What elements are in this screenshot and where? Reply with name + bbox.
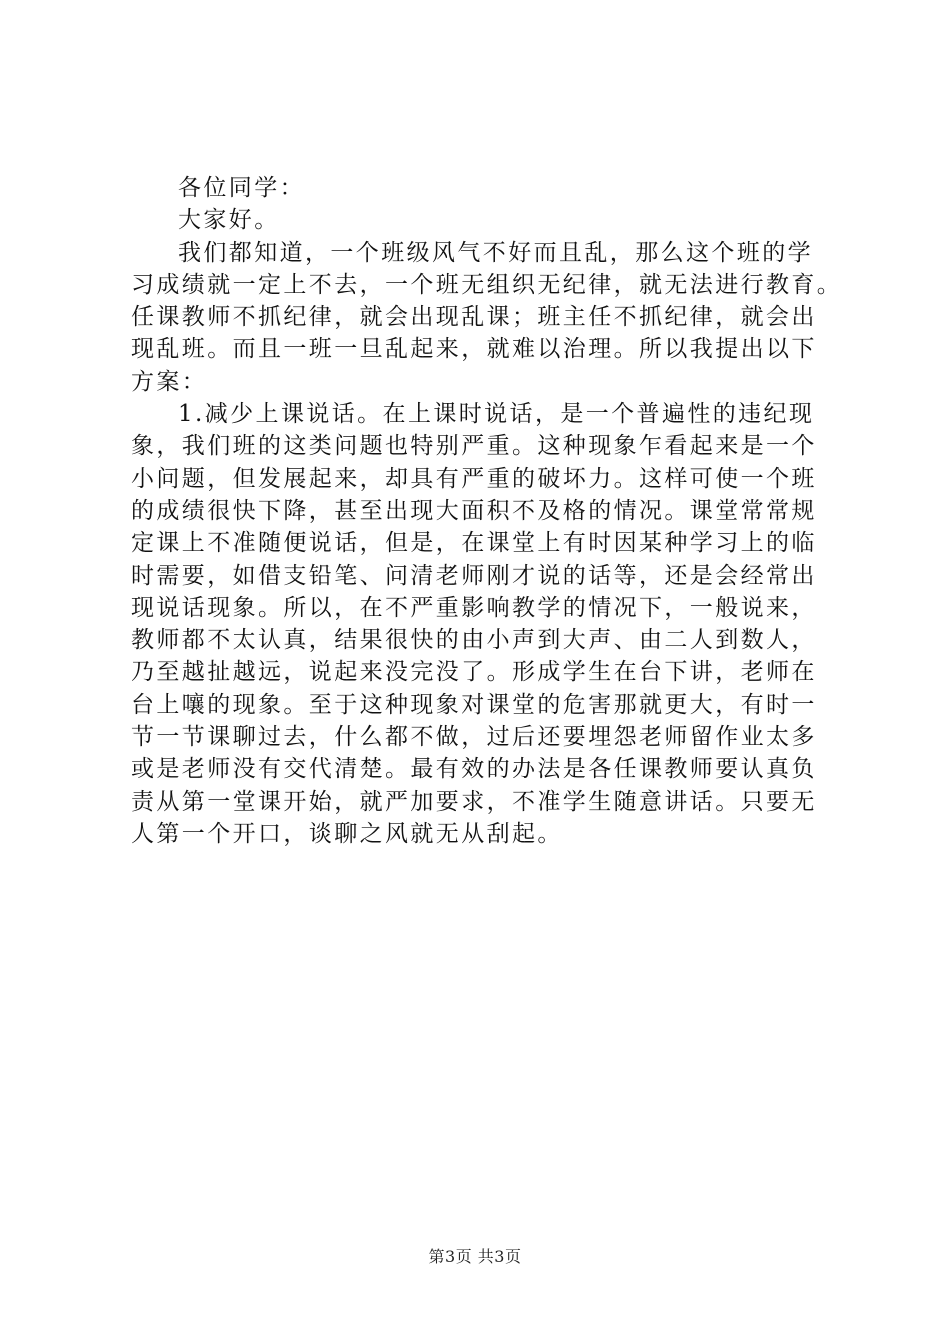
page-number-footer: 第3页 共3页	[428, 1247, 522, 1266]
paragraph-line: 现说话现象。所以，在不严重影响教学的情况下，一般说来，	[131, 594, 817, 621]
paragraph-line: 方案：	[131, 368, 208, 395]
paragraph-line: 乃至越扯越远，说起来没完没了。形成学生在台下讲，老师在	[131, 659, 817, 686]
paragraph-line: 小问题，但发展起来，却具有严重的破坏力。这样可使一个班	[131, 465, 817, 492]
greeting-line: 各位同学：	[178, 175, 305, 201]
paragraph-line: 习成绩就一定上不去，一个班无组织无纪律，就无法进行教育。	[131, 271, 843, 298]
paragraph-line: 时需要，如借支铅笔、问清老师刚才说的话等，还是会经常出	[131, 562, 817, 589]
document-body	[131, 172, 855, 850]
paragraph-line: 定课上不准随便说话，但是，在课堂上有时因某种学习上的临	[131, 530, 817, 557]
paragraph-line: 现乱班。而且一班一旦乱起来，就难以治理。所以我提出以下	[131, 336, 817, 363]
paragraph-line: 教师都不太认真，结果很快的由小声到大声、由二人到数人，	[131, 627, 817, 654]
paragraph-line: 1.减少上课说话。在上课时说话，是一个普遍性的违纪现	[178, 401, 815, 428]
paragraph-line: 责从第一堂课开始，就严加要求，不准学生随意讲话。只要无	[131, 788, 817, 815]
paragraph-line: 象，我们班的这类问题也特别严重。这种现象乍看起来是一个	[131, 433, 817, 460]
paragraph-line: 节一节课聊过去，什么都不做，过后还要埋怨老师留作业太多	[131, 724, 817, 751]
paragraph-line: 的成绩很快下降，甚至出现大面积不及格的情况。课堂常常规	[131, 497, 817, 524]
paragraph-line: 我们都知道，一个班级风气不好而且乱，那么这个班的学	[178, 239, 813, 266]
hello-line: 大家好。	[178, 207, 280, 234]
paragraph-line: 人第一个开口，谈聊之风就无从刮起。	[131, 820, 563, 847]
paragraph-line: 或是老师没有交代清楚。最有效的办法是各任课教师要认真负	[131, 756, 817, 783]
paragraph-line: 台上嚷的现象。至于这种现象对课堂的危害那就更大，有时一	[131, 691, 817, 718]
paragraph-line: 任课教师不抓纪律，就会出现乱课；班主任不抓纪律，就会出	[131, 304, 817, 331]
